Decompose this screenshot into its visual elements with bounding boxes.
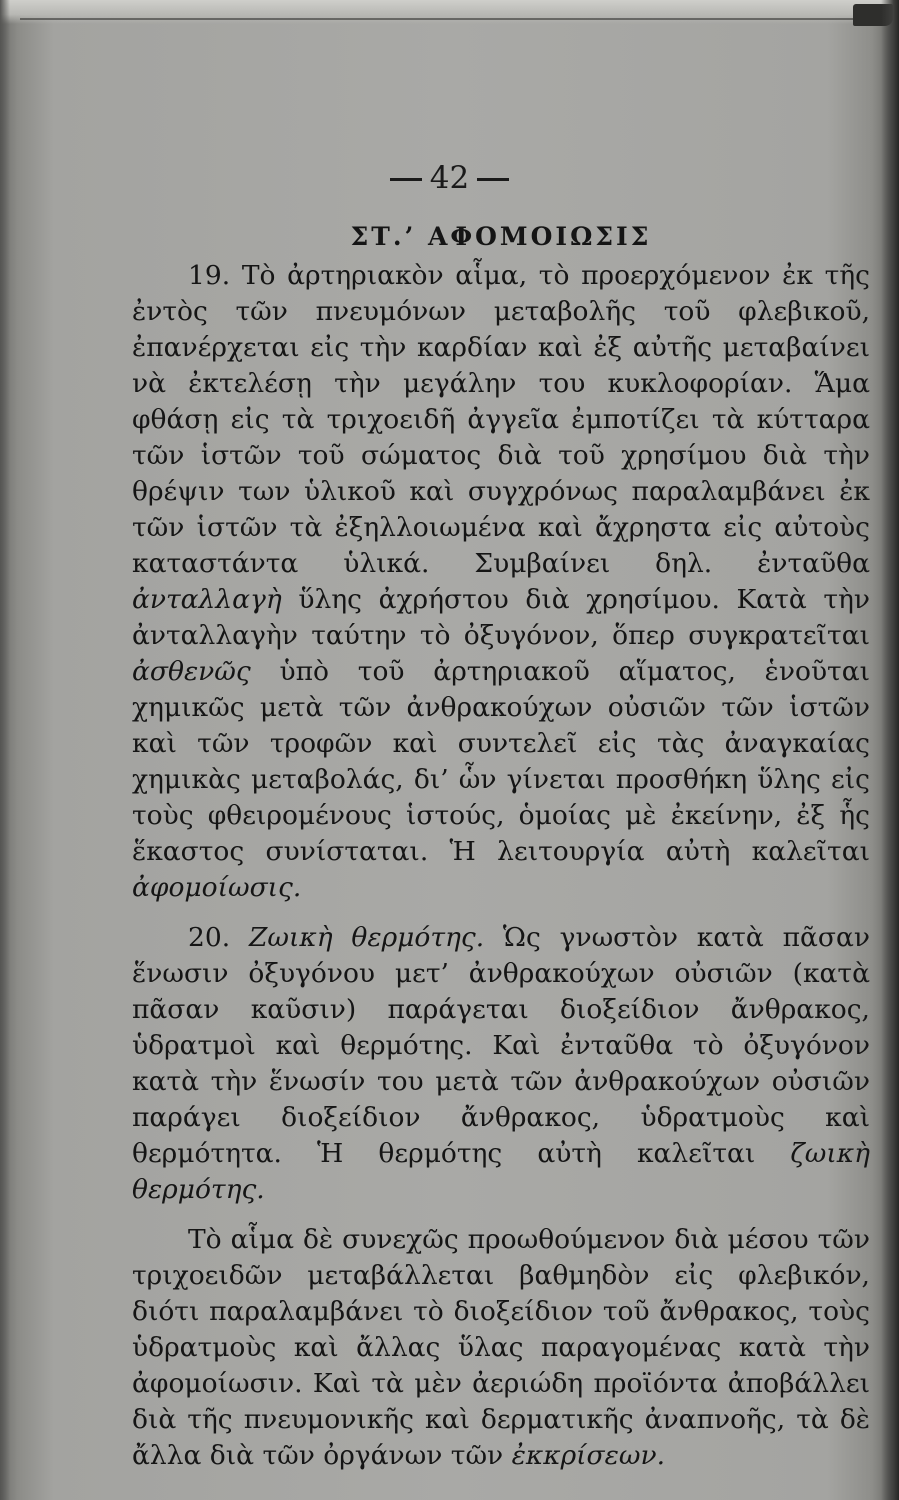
italic-text-run: ζωικὴ θερμότης.	[132, 1138, 870, 1205]
page-number: 42	[429, 160, 470, 196]
text-run: Ὡς γνωστὸν κατὰ πᾶσαν ἕνωσιν ὀξυγόνου μετ’ ἀνθρακούχων οὐσιῶν (κατὰ πᾶσαν καῦσιν) παράγεται διοξείδιον ἄνθρακος, ὑδρατμοὶ καὶ θερμότης. Καὶ ἐνταῦθα τὸ ὀξυγόνον κατὰ τὴν ἕνωσίν του μετὰ τῶν ἀνθρακούχων οὐσιῶν παράγει διοξείδιον ἄνθρακος, ὑδρατμοὺς καὶ θερμότητα. Ἡ θερμότης αὐτὴ καλεῖται	[132, 922, 870, 1169]
paragraph-19	[132, 258, 870, 906]
text-run: Τὸ αἷμα δὲ συνεχῶς προωθούμενον διὰ μέσου τῶν τριχοειδῶν μεταβάλλεται βαθμηδὸν εἰς φλεβικόν, διότι παραλαμβάνει τὸ διοξείδιον τοῦ ἄνθρακος, τοὺς ὑδρατμοὺς καὶ ἄλλας ὕλας παραγομένας κατὰ τὴν ἀφομοίωσιν. Καὶ τὰ μὲν ἀεριώδη προϊόντα ἀποβάλλει διὰ τῆς πνευμονικῆς καὶ δερματικῆς ἀναπνοῆς, τὰ δὲ ἄλλα διὰ τῶν ὀργάνων τῶν	[132, 1224, 870, 1471]
page-body	[132, 218, 870, 1474]
top-rule-line	[20, 18, 880, 20]
italic-text-run: ἀφομοίωσις.	[132, 872, 302, 903]
text-run: ὕλης ἀχρήστου διὰ χρησίμου. Κατὰ τὴν ἀνταλλαγὴν ταύτην τὸ ὀξυγόνον, ὅπερ συγκρατεῖται	[132, 584, 870, 651]
page-number-line	[0, 160, 899, 196]
text-run: 19. Τὸ ἀρτηριακὸν αἷμα, τὸ προερχόμενον ἐκ τῆς ἐντὸς τῶν πνευμόνων μεταβολῆς τοῦ φλεβικοῦ, ἐπανέρχεται εἰς τὴν καρδίαν καὶ ἐξ αὐτῆς μεταβαίνει νὰ ἐκτελέσῃ τὴν μεγάλην του κυκλοφορίαν. Ἅμα φθάσῃ εἰς τὰ τριχοειδῆ ἀγγεῖα ἐμποτίζει τὰ κύτταρα τῶν ἱστῶν τοῦ σώματος διὰ τοῦ χρησίμου διὰ τὴν θρέψιν των ὑλικοῦ καὶ συγχρόνως παραλαμβάνει ἐκ τῶν ἱστῶν τὰ ἐξηλλοιωμένα καὶ ἄχρηστα εἰς αὐτοὺς καταστάντα ὑλικά. Συμβαίνει δηλ. ἐνταῦθα	[132, 260, 870, 579]
italic-text-run: ἐκκρίσεων.	[511, 1440, 665, 1471]
paragraph-blood-circulation	[132, 1222, 870, 1474]
italic-text-run: Ζωικὴ θερμότης.	[248, 922, 485, 953]
paragraph-20	[132, 920, 870, 1208]
page-right-shadow	[881, 0, 899, 1500]
dash-right	[477, 178, 509, 181]
dash-left	[390, 178, 422, 181]
text-run: 20.	[188, 922, 249, 953]
text-run: ὑπὸ τοῦ ἀρτηριακοῦ αἵματος, ἑνοῦται χημικῶς μετὰ τῶν ἀνθρακούχων οὐσιῶν τῶν ἱστῶν καὶ τῶν τροφῶν καὶ συντελεῖ εἰς τὰς ἀναγκαίας χημικὰς μεταβολάς, δι’ ὧν γίνεται προσθήκη ὕλης εἰς τοὺς φθειρομένους ἱστούς, ὁμοίας μὲ ἐκείνην, ἐξ ἧς ἕκαστος συνίσταται. Ἡ λειτουργία αὐτὴ καλεῖται	[132, 656, 870, 867]
italic-text-run: ἀσθενῶς	[132, 656, 251, 687]
section-title: ΣΤ.’ ΑΦΟΜΟΙΩΣΙΣ	[350, 222, 652, 251]
page-left-shadow	[0, 0, 10, 1500]
italic-text-run: ἀνταλλαγὴ	[132, 584, 282, 615]
